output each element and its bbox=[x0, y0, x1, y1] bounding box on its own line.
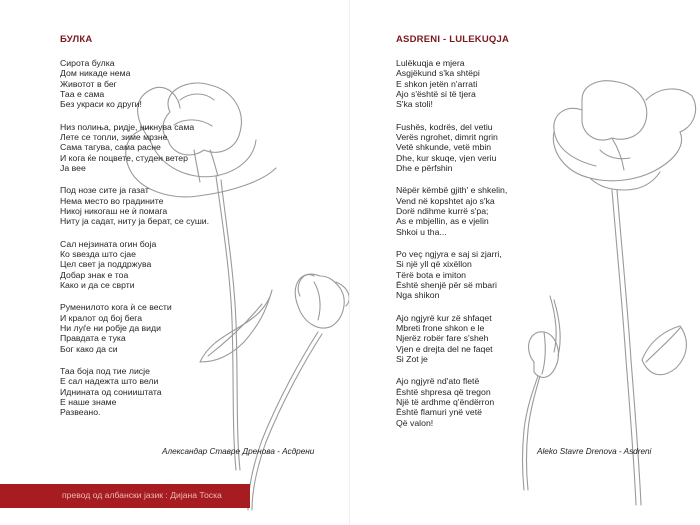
poem-line: Vetë shkunde, vetë mbin bbox=[396, 142, 492, 153]
poem-line: Asgjëkund s'ka shtëpi bbox=[396, 68, 480, 79]
stanza bbox=[60, 302, 209, 353]
poem-line: Нема место во градините bbox=[60, 195, 164, 206]
poem-line: Лете се топли, зиме мрзне bbox=[60, 131, 168, 142]
poem-line: E shkon jetën n'arrati bbox=[396, 78, 478, 89]
poem-line: Është shenjë për së mbari bbox=[396, 279, 497, 290]
poem-line: Po veç ngjyra e saj si zjarri, bbox=[396, 249, 502, 260]
poem-line: Правдата е тука bbox=[60, 333, 126, 344]
translator-credit: превод од албански јазик : Дијана Тоска bbox=[62, 490, 222, 500]
poem-line: Дом никаде нема bbox=[60, 68, 131, 79]
poem-line: Vend në kopshtet ajo s'ka bbox=[396, 195, 495, 206]
stanza bbox=[396, 249, 507, 300]
right-page bbox=[350, 0, 700, 525]
poem-line: Руменилото кога ѝ се вести bbox=[60, 302, 172, 313]
stanza bbox=[396, 185, 507, 236]
poem-line: Таа е сама bbox=[60, 88, 105, 99]
poem-line: S'ka stoli! bbox=[396, 99, 433, 110]
poem-line: Ajo ngjyrë nd'ato fletë bbox=[396, 376, 480, 387]
poem-line: Një të ardhme q'ëndërron bbox=[396, 396, 495, 407]
poem-line: Добар знак е тоа bbox=[60, 269, 129, 280]
poem-line: Никој никогаш не ѝ помага bbox=[60, 205, 168, 216]
poem-line: Tërë bota e imiton bbox=[396, 269, 467, 280]
poem-line: Dhe e përfshin bbox=[396, 162, 453, 173]
stanza bbox=[396, 376, 507, 427]
stanza bbox=[396, 58, 507, 109]
poem-line: Е сал надежта што вели bbox=[60, 376, 159, 387]
poem-line: Si një yll që xixëllon bbox=[396, 259, 472, 270]
poem-line: Verës ngrohet, dimrit ngrin bbox=[396, 131, 498, 142]
poem-line: Е наше знаме bbox=[60, 396, 117, 407]
poem-line: Është shpresa që tregon bbox=[396, 386, 491, 397]
poem-body-albanian bbox=[396, 58, 507, 440]
poem-line: Nga shikon bbox=[396, 290, 440, 301]
poem-line: Njerëz robër fare s'sheh bbox=[396, 333, 489, 344]
poem-line: Nëpër këmbë gjith' e shkelin, bbox=[396, 185, 508, 196]
poem-line: Животот в бег bbox=[60, 78, 117, 89]
poem-line: Иднината од сонииштата bbox=[60, 386, 162, 397]
stanza bbox=[60, 366, 209, 417]
poem-line: Сал нејзината огин боја bbox=[60, 238, 157, 249]
poem-line: И кога ќе поцвете, студен ветер bbox=[60, 152, 188, 163]
poem-line: Është flamuri ynë vetë bbox=[396, 407, 482, 418]
poem-line: Развеано. bbox=[60, 407, 101, 418]
poem-title-albanian: ASDRENI - LULEKUQJA bbox=[396, 34, 510, 45]
poem-line: Цел свет ја поддржува bbox=[60, 259, 152, 270]
poem-line: Vjen e drejta del ne faqet bbox=[396, 343, 493, 354]
poem-line: Si Zot je bbox=[396, 353, 428, 364]
poem-line: Dhe, kur skuqe, vjen veriu bbox=[396, 152, 497, 163]
poem-line: Ја вее bbox=[60, 162, 86, 173]
poem-line: Ниту ја садат, ниту ја берат, се суши. bbox=[60, 216, 210, 227]
poem-line: Shkoi u tha... bbox=[396, 226, 447, 237]
poem-line: Lulëkuqja e mjera bbox=[396, 58, 465, 68]
poem-line: Таа боја под тие лисје bbox=[60, 366, 150, 377]
poem-line: Ко ѕвезда што сјае bbox=[60, 249, 136, 260]
poem-line: Без украси ко други! bbox=[60, 99, 142, 110]
poem-title-macedonian: БУЛКА bbox=[60, 34, 93, 45]
poem-line: Ajo ngjyrë kur zë shfaqet bbox=[396, 312, 492, 323]
poem-line: Сама тагува, сама раснe bbox=[60, 142, 161, 153]
author-signature-albanian: Aleko Stavre Drenova - Asdreni bbox=[537, 447, 652, 456]
poem-line: As e mbjellin, as e vjelin bbox=[396, 216, 489, 227]
stanza bbox=[60, 185, 209, 226]
poem-line: И кралот од бој бега bbox=[60, 312, 143, 323]
poem-line: Низ полиња, ридје, никнува сама bbox=[60, 121, 195, 132]
poem-line: Dorë ndihme kurrë s'pa; bbox=[396, 205, 489, 216]
stanza bbox=[60, 58, 209, 109]
author-signature-macedonian: Александар Ставре Дренова - Асдрени bbox=[162, 447, 315, 456]
stanza bbox=[396, 122, 507, 173]
stanza bbox=[60, 239, 209, 290]
poem-line: Fushës, kodrës, del vetiu bbox=[396, 121, 493, 132]
poem-line: Që valon! bbox=[396, 417, 434, 428]
poem-line: Бог како да си bbox=[60, 343, 118, 354]
stanza bbox=[396, 313, 507, 364]
poem-line: Ни луѓе ни робје да види bbox=[60, 322, 161, 333]
poem-line: Под нозе сите ја газат bbox=[60, 185, 149, 196]
poem-body-macedonian bbox=[60, 58, 209, 430]
poem-line: Ajo s'është si të tjera bbox=[396, 88, 476, 99]
poem-line: Mbreti frone shkon e le bbox=[396, 322, 485, 333]
poem-line: Сирота булка bbox=[60, 58, 115, 68]
stanza bbox=[60, 122, 209, 173]
poem-line: Како и да се сврти bbox=[60, 279, 135, 290]
